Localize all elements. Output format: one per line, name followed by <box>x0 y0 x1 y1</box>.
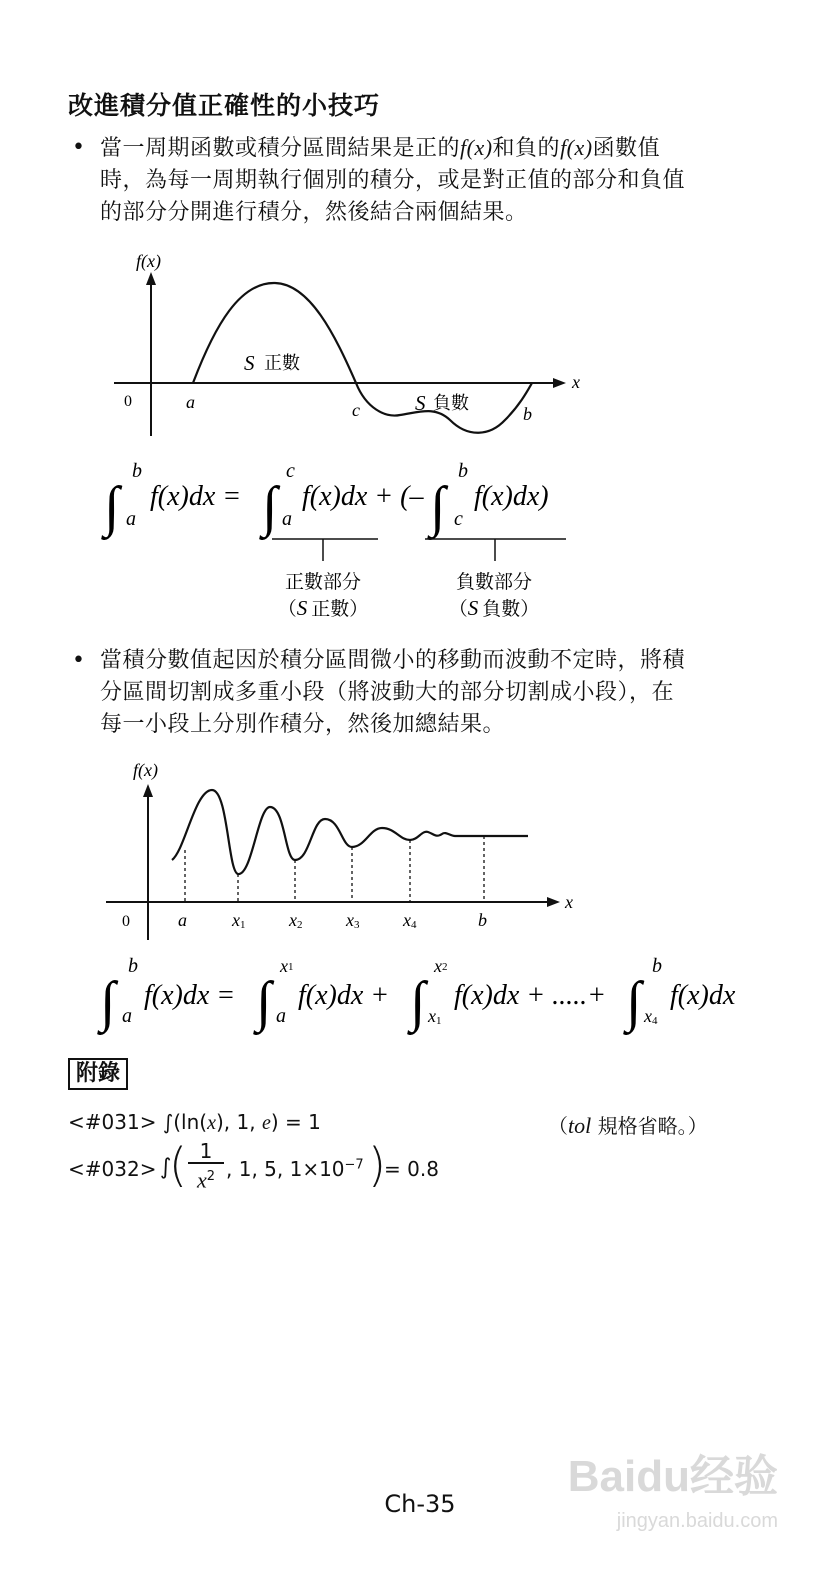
eq1-upper-3: b <box>458 460 468 482</box>
label-negative-part: 負數部分 <box>455 571 533 593</box>
eq2-integral-3: ∫ <box>410 971 426 1033</box>
eq1-body-1: f(x)dx = <box>150 481 242 512</box>
paragraph-1 <box>100 132 770 229</box>
label-positive-part: 正數部分 <box>284 571 362 593</box>
eq2-upper-4: b <box>652 955 662 977</box>
para1-text-a: 當一周期函數或積分區間結果是正的 <box>100 136 461 161</box>
eq2-upper-2: x1 <box>280 956 294 976</box>
eq2-lower-3: x1 <box>428 1006 442 1027</box>
fraction-numerator: 1 <box>188 1140 224 1164</box>
eq1-upper-2: c <box>286 460 295 482</box>
var-x-031: x <box>207 1112 216 1134</box>
graph2-label-a: a <box>178 910 187 930</box>
graph-positive-negative <box>0 240 840 450</box>
graph1-xlabel: x <box>572 372 580 392</box>
para1-fx-2: f(x) <box>560 135 593 160</box>
graph2-label-x1: x1 <box>232 910 246 931</box>
eq1-upper-1: b <box>132 460 142 482</box>
graph2-label-x2: x2 <box>289 910 303 931</box>
graph2-label-b: b <box>478 910 487 930</box>
x-axis-arrow-icon <box>553 378 566 388</box>
graph1-s-neg-symbol: S <box>415 391 426 415</box>
var-e-031: e <box>261 1112 271 1134</box>
oscillating-curve <box>172 790 528 874</box>
watermark-logo: Baidu经验 <box>567 1452 778 1501</box>
equation-2 <box>0 950 840 1040</box>
para1-fx-1: f(x) <box>460 135 493 160</box>
graph1-s-pos-symbol: S <box>244 351 255 375</box>
eq1-body-3: f(x)dx) <box>474 481 549 512</box>
paren-open-032: ( <box>169 1138 187 1192</box>
eq2-body-3: f(x)dx + .....+ <box>454 980 607 1011</box>
eq1-lower-1: a <box>126 508 136 530</box>
page-number: Ch-35 <box>384 1490 456 1518</box>
graph1-label-a: a <box>186 392 195 412</box>
graph1-origin: 0 <box>124 393 132 410</box>
graph-oscillation <box>0 752 840 952</box>
graph1-ylabel: f(x) <box>136 251 161 271</box>
text-031-a: (ln( <box>173 1110 208 1134</box>
graph2-label-x4: x4 <box>403 910 417 931</box>
eq2-upper-1: b <box>128 955 138 977</box>
eq1-integral-3: ∫ <box>430 476 446 538</box>
bullet-2: • <box>72 648 85 673</box>
graph2-ylabel: f(x) <box>133 760 158 780</box>
eq1-lower-3: c <box>454 508 463 530</box>
label-negative-sym: （S 負數） <box>448 596 540 620</box>
paren-close-032: ) <box>368 1138 386 1192</box>
eq2-lower-2: a <box>276 1005 286 1027</box>
eq2-body-1: f(x)dx = <box>144 980 236 1011</box>
code-031: <#031> <box>68 1110 157 1134</box>
graph1-s-neg-text: 負數 <box>433 393 469 414</box>
example-031 <box>68 1110 321 1135</box>
text-031-c: ) = 1 <box>270 1110 321 1134</box>
graph2-xlabel: x <box>565 892 573 912</box>
eq2-integral-4: ∫ <box>626 971 642 1033</box>
y-axis-arrow-icon <box>146 272 156 285</box>
eq1-integral-1: ∫ <box>104 476 120 538</box>
bullet-1: • <box>72 135 85 160</box>
graph2-origin: 0 <box>122 913 130 930</box>
text-031-b: ), 1, <box>215 1110 262 1134</box>
code-032: <#032> <box>68 1157 157 1181</box>
integral-symbol-032: ∫ <box>160 1155 172 1180</box>
y-axis-arrow-icon <box>143 784 153 797</box>
eq1-integral-2: ∫ <box>262 476 278 538</box>
eq2-integral-2: ∫ <box>256 971 272 1033</box>
tol-symbol: tol <box>568 1113 592 1138</box>
result-032: = 0.8 <box>384 1157 439 1181</box>
graph2-label-x3: x3 <box>346 910 360 931</box>
para1-text-b: 和負的 <box>492 136 561 161</box>
eq2-body-4: f(x)dx <box>670 980 736 1011</box>
fraction-032 <box>188 1140 224 1194</box>
x-axis-arrow-icon <box>547 897 560 907</box>
tol-note-open: （ <box>548 1114 568 1138</box>
eq2-lower-4: x4 <box>644 1006 658 1027</box>
graph1-s-pos-text: 正數 <box>264 353 300 374</box>
section-title: 改進積分值正確性的小技巧 <box>68 91 381 120</box>
fraction-denominator: $x^2$ <box>196 1167 216 1193</box>
appendix-label: 附錄 <box>68 1058 128 1090</box>
eq2-upper-3: x2 <box>434 956 448 976</box>
label-positive-sym: （S 正數） <box>277 596 369 620</box>
tol-note-text: 規格省略。） <box>591 1114 708 1138</box>
eq2-lower-1: a <box>122 1005 132 1027</box>
eq2-integral-1: ∫ <box>100 971 116 1033</box>
paragraph-2: 當積分數值起因於積分區間微小的移動而波動不定時，將積 分區間切割成多重小段（將波動大的部分切割成小段），在 每一小段上分別作積分，然後加總結果。 <box>100 648 686 737</box>
args-032: , 1, 5, $1\times 10^{-7}$ <box>226 1157 364 1181</box>
graph1-label-b: b <box>523 404 532 424</box>
para1-text-c: 函數值 時，為每一周期執行個別的積分，或是對正值的部分和負值 的部分分開進行積分，然後結合兩個結果。 <box>100 136 686 225</box>
eq1-lower-2: a <box>282 508 292 530</box>
integral-symbol-031: ∫ <box>162 1110 174 1134</box>
watermark-url: jingyan.baidu.com <box>616 1510 778 1532</box>
eq1-body-2: f(x)dx + (– <box>302 481 424 512</box>
tol-note <box>548 1110 708 1139</box>
eq2-body-2: f(x)dx + <box>298 980 390 1011</box>
equation-1 <box>0 455 840 630</box>
graph1-label-c: c <box>352 400 360 420</box>
